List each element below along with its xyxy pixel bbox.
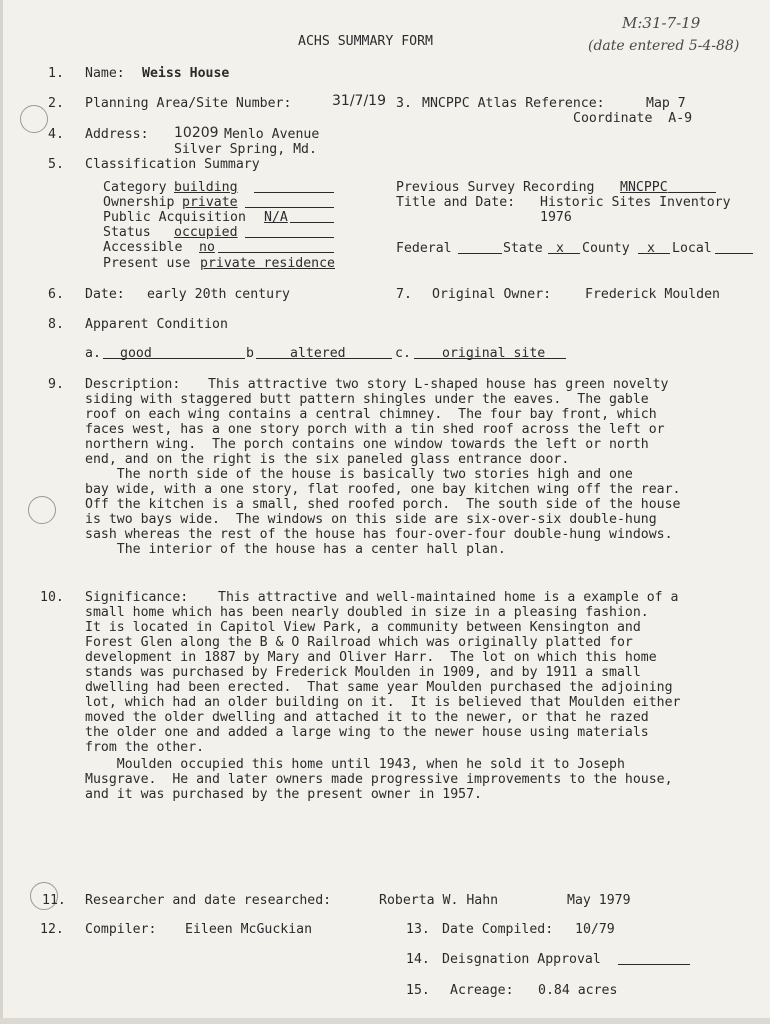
federal-blank xyxy=(458,241,502,258)
present-use-label: Present use xyxy=(103,256,191,271)
significance-line-4: Forest Glen along the B & O Railroad which was originally platted for xyxy=(85,635,633,650)
item-2-site-number: 31/7/19 xyxy=(332,93,386,109)
significance-line-2: small home which has been nearly doubled in size in a pleasing fashion. xyxy=(85,605,649,620)
description-line-8: bay wide, with a one story, flat roofed, one bay kitchen wing off the rear. xyxy=(85,482,681,497)
item-1-name-value: Weiss House xyxy=(142,66,230,81)
item-1-label: Name: xyxy=(85,66,125,81)
item-1-number: 1. xyxy=(48,66,64,81)
item-9-number: 9. xyxy=(48,377,64,392)
item-7-owner-value: Frederick Moulden xyxy=(585,287,720,302)
item-11-number: 11. xyxy=(42,893,66,908)
acquisition-label: Public Acquisition xyxy=(103,210,246,225)
status-value: occupied xyxy=(174,225,238,240)
item-11-label: Researcher and date researched: xyxy=(85,893,332,908)
significance-line-1: This attractive and well-maintained home is a example of a xyxy=(218,590,679,605)
significance-line-11: from the other. xyxy=(85,740,205,755)
category-value: building xyxy=(174,180,238,195)
condition-c-value: original site xyxy=(442,346,546,361)
punch-hole-top xyxy=(20,105,48,133)
compiler-name: Eileen McGuckian xyxy=(185,922,313,937)
item-15-number: 15. xyxy=(406,983,430,998)
acquisition-value: N/A xyxy=(264,210,288,225)
significance-line-13: Musgrave. He and later owners made progressive improvements to the house, xyxy=(85,772,673,787)
accessible-value: no xyxy=(199,240,215,255)
item-3-number: 3. xyxy=(396,96,412,111)
ownership-label: Ownership xyxy=(103,195,175,210)
county-label: County xyxy=(582,241,630,256)
item-10-label: Significance: xyxy=(85,590,189,605)
item-15-label: Acreage: xyxy=(450,983,514,998)
item-14-label: Deisgnation Approval xyxy=(442,952,601,967)
acreage-value: 0.84 acres xyxy=(538,983,618,998)
description-line-9: Off the kitchen is a small, shed roofed porch. The south side of the house xyxy=(85,497,681,512)
item-5-label: Classification Summary xyxy=(85,157,260,172)
county-blank xyxy=(638,241,670,258)
prev-survey-label: Previous Survey Recording xyxy=(396,180,595,195)
condition-c-label: c. xyxy=(395,346,411,361)
handwritten-site-number: M:31-7-19 xyxy=(622,14,701,32)
significance-line-8: lot, which had an older building on it. It is believed that Moulden either xyxy=(85,695,681,710)
significance-line-14: and it was purchased by the present owner in 1957. xyxy=(85,787,482,802)
local-blank xyxy=(715,241,753,258)
researched-date: May 1979 xyxy=(567,893,631,908)
ownership-value: private xyxy=(182,195,238,210)
item-4-street-number: 10209 xyxy=(174,125,219,141)
state-blank xyxy=(548,241,580,258)
form-title: ACHS SUMMARY FORM xyxy=(298,34,433,49)
scan-edge-bottom xyxy=(0,1018,770,1024)
scan-edge-left xyxy=(0,0,3,1024)
significance-line-3: It is located in Capitol View Park, a community between Kensington and xyxy=(85,620,641,635)
punch-hole-middle xyxy=(28,496,56,524)
description-line-10: is two bays wide. The windows on this side are six-over-six double-hung xyxy=(85,512,657,527)
description-line-2: siding with staggered butt pattern shingles under the eaves. The gable xyxy=(85,392,649,407)
description-line-12: The interior of the house has a center hall plan. xyxy=(85,542,506,557)
item-4-city: Silver Spring, Md. xyxy=(174,142,317,157)
description-line-1: This attractive two story L-shaped house has green novelty xyxy=(208,377,669,392)
accessible-label: Accessible xyxy=(103,240,183,255)
condition-a-label: a. xyxy=(85,346,101,361)
researcher-name: Roberta W. Hahn xyxy=(379,893,499,908)
description-line-7: The north side of the house is basically two stories high and one xyxy=(85,467,633,482)
handwritten-date-entered: (date entered 5-4-88) xyxy=(588,38,740,54)
significance-line-5: development in 1887 by Mary and Oliver Harr. The lot on which this home xyxy=(85,650,657,665)
present-use-value: private residence xyxy=(200,256,335,271)
item-5-number: 5. xyxy=(48,157,64,172)
item-12-label: Compiler: xyxy=(85,922,157,937)
condition-a-value: good xyxy=(120,346,152,361)
item-8-number: 8. xyxy=(48,317,64,332)
title-date-label: Title and Date: xyxy=(396,195,516,210)
item-4-number: 4. xyxy=(48,127,64,142)
description-line-5: northern wing. The porch contains one window towards the left or north xyxy=(85,437,649,452)
condition-b-label: b xyxy=(246,346,254,361)
item-8-label: Apparent Condition xyxy=(85,317,228,332)
description-line-3: roof on each wing contains a central chimney. The four bay front, which xyxy=(85,407,657,422)
significance-line-12: Moulden occupied this home until 1943, when he sold it to Joseph xyxy=(85,757,625,772)
category-label: Category xyxy=(103,180,167,195)
status-label: Status xyxy=(103,225,151,240)
date-compiled-value: 10/79 xyxy=(575,922,615,937)
condition-b-value: altered xyxy=(290,346,346,361)
item-3-label: MNCPPC Atlas Reference: xyxy=(422,96,605,111)
item-6-label: Date: xyxy=(85,287,125,302)
description-line-6: end, and on the right is the six paneled glass entrance door. xyxy=(85,452,570,467)
title-date-year: 1976 xyxy=(540,210,572,225)
title-date-value: Historic Sites Inventory xyxy=(540,195,731,210)
designation-approval-blank xyxy=(618,952,690,969)
local-label: Local xyxy=(672,241,712,256)
item-7-number: 7. xyxy=(396,287,412,302)
item-4-street: Menlo Avenue xyxy=(224,127,320,142)
item-3-map: Map 7 xyxy=(646,96,686,111)
item-2-number: 2. xyxy=(48,96,64,111)
accessible-blank xyxy=(218,240,334,257)
item-4-label: Address: xyxy=(85,127,149,142)
description-line-11: sash whereas the rest of the house has four-over-four double-hung windows. xyxy=(85,527,673,542)
item-13-number: 13. xyxy=(406,922,430,937)
item-6-number: 6. xyxy=(48,287,64,302)
item-12-number: 12. xyxy=(40,922,64,937)
item-7-label: Original Owner: xyxy=(432,287,552,302)
county-mark: x xyxy=(647,241,655,256)
item-3-coordinate: Coordinate A-9 xyxy=(573,111,693,126)
item-6-date-value: early 20th century xyxy=(147,287,290,302)
significance-line-9: moved the older dwelling and attached it to the newer, or that he razed xyxy=(85,710,649,725)
significance-line-6: stands was purchased by Frederick Moulden in 1909, and by 1911 a small xyxy=(85,665,641,680)
item-14-number: 14. xyxy=(406,952,430,967)
item-9-label: Description: xyxy=(85,377,181,392)
significance-line-7: dwelling had been erected. That same year Moulden purchased the adjoining xyxy=(85,680,673,695)
item-13-label: Date Compiled: xyxy=(442,922,554,937)
state-label: State xyxy=(503,241,543,256)
prev-survey-value: MNCPPC xyxy=(620,180,668,195)
state-mark: x xyxy=(556,241,564,256)
federal-label: Federal xyxy=(396,241,452,256)
significance-line-10: the older one and added a large wing to the newer house using materials xyxy=(85,725,649,740)
description-line-4: faces west, has a one story porch with a tin shed roof across the left or xyxy=(85,422,665,437)
item-2-label: Planning Area/Site Number: xyxy=(85,96,292,111)
item-10-number: 10. xyxy=(40,590,64,605)
